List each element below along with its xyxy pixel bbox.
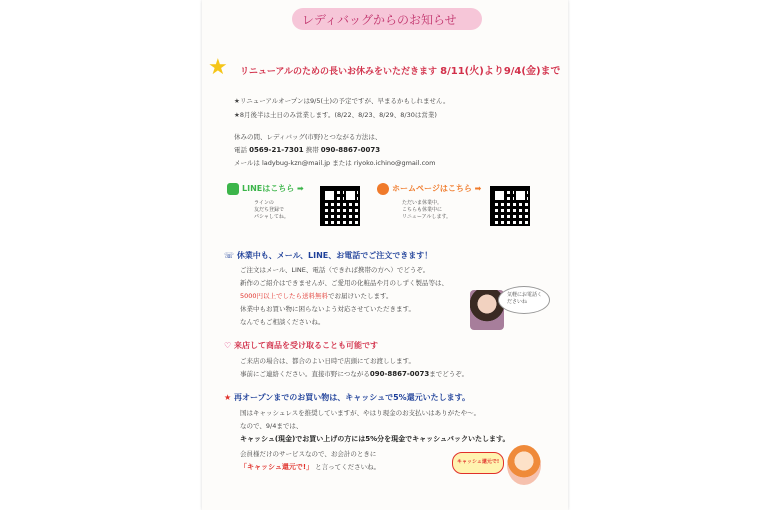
section1-line-1: ご注文はメール、LINE、電話（できれば携帯の方へ）でどうぞ。 [240,266,430,274]
line-qr-code[interactable] [320,186,360,226]
home-desc-2: こちらも休業中に [402,207,443,213]
girl-illustration [507,445,541,485]
section3-line-4: 会員様だけのサービスなので、お会計のときに [240,450,377,458]
notice-flyer [202,0,568,510]
mobile-number[interactable]: 090-8867-0073 [320,146,381,154]
section2-line-2: 事前にご連絡ください。直接市野につながる090-8867-0073までどうぞ。 [240,370,469,378]
note-august: ★8月後半は土日のみ営業します。(8/22、8/23、8/29、8/30は営業) [234,111,437,119]
flyer-title: レディバッグからのお知らせ [302,13,457,27]
section3-line-1: 国はキャッシュレスを推奨していますが、やはり現金のお支払いはありがたや〜。 [240,409,481,417]
section1-line-2: 新作のご紹介はできませんが、ご愛用の化粧品や月のしずく製品等は、 [240,279,448,287]
headline-text: リニューアルのための長いお休みをいただきます [240,67,438,77]
section1-line-5: なんでもご相談くださいね。 [240,318,325,326]
line-logo-icon [227,183,239,195]
mail-or: または [332,159,352,167]
home-label: ホームページはこちら ➡ [392,184,482,193]
home-qr-code[interactable] [490,186,530,226]
contact-phones [234,145,380,154]
section3-line-2: なので、9/4までは、 [240,422,303,430]
line-desc-3: パシャしてね。 [254,214,289,220]
free-shipping-note: 5000円以上でしたら送料無料 [240,292,329,300]
section3-title: ★ 再オープンまでのお買い物は、キャッシュで5%還元いたします。 [224,393,471,402]
star-bullet-icon: ★ [224,393,232,402]
headline-dates: 8/11(火)より9/4(金)まで [440,66,561,77]
mail-address-2[interactable]: riyoko.ichino@gmail.com [353,159,436,167]
section2-title: ♡ 来店して商品を受け取ることも可能です [224,341,378,350]
star-icon: ★ [208,55,228,80]
speech-bubble-text: 気軽にお電話くださいね [507,292,543,305]
heart-icon: ♡ [224,341,232,350]
contact-mail [234,158,435,167]
cashback-badge-text: キャッシュ還元で! [457,459,500,465]
line-desc-1: ラインの [254,200,274,206]
mail-address-1[interactable]: ladybug-kzn@mail.jp [261,159,331,167]
section1-line-3: 5000円以上でしたら送料無料でお届けいたします。 [240,292,393,300]
line-desc-2: 友だち登録で [254,207,285,213]
section1-title: ☏ 休業中も、メール、LINE、お電話でご注文できます！ [224,251,433,260]
cashback-phrase: 「キャッシュ還元で!」 [240,463,314,471]
section3-line-3: キャッシュ(現金)でお買い上げの方には5%分を現金でキャッシュバックいたします。 [240,435,510,443]
home-desc-1: ただいま休業中。 [402,200,443,206]
phone-label: 電話 [234,146,247,154]
section2-phone[interactable]: 090-8867-0073 [369,370,430,378]
section1-line-4: 休業中もお買い物に困らないよう対応させていただきます。 [240,305,415,313]
note-reopen: ★リニューアルオープンは9/5(土)の予定ですが、早まるかもしれません。 [234,97,450,105]
section3-line-5: 「キャッシュ還元で!」 と言ってくださいね。 [240,463,381,471]
home-desc-3: リニューアルします。 [402,214,452,220]
phone-icon: ☏ [224,251,235,260]
line-label: LINEはこちら ➡ [242,184,304,193]
home-icon [377,183,389,195]
contact-intro: 休みの間、レディバッグ(市野)とつながる方法は、 [234,133,382,141]
phone-number[interactable]: 0569-21-7301 [249,146,304,154]
mail-label: メールは [234,159,260,167]
mobile-label: 携帯 [305,146,319,154]
section2-line-1: ご来店の場合は、都合のよい日時で店頭にてお渡しします。 [240,357,415,365]
closure-headline [240,62,561,77]
